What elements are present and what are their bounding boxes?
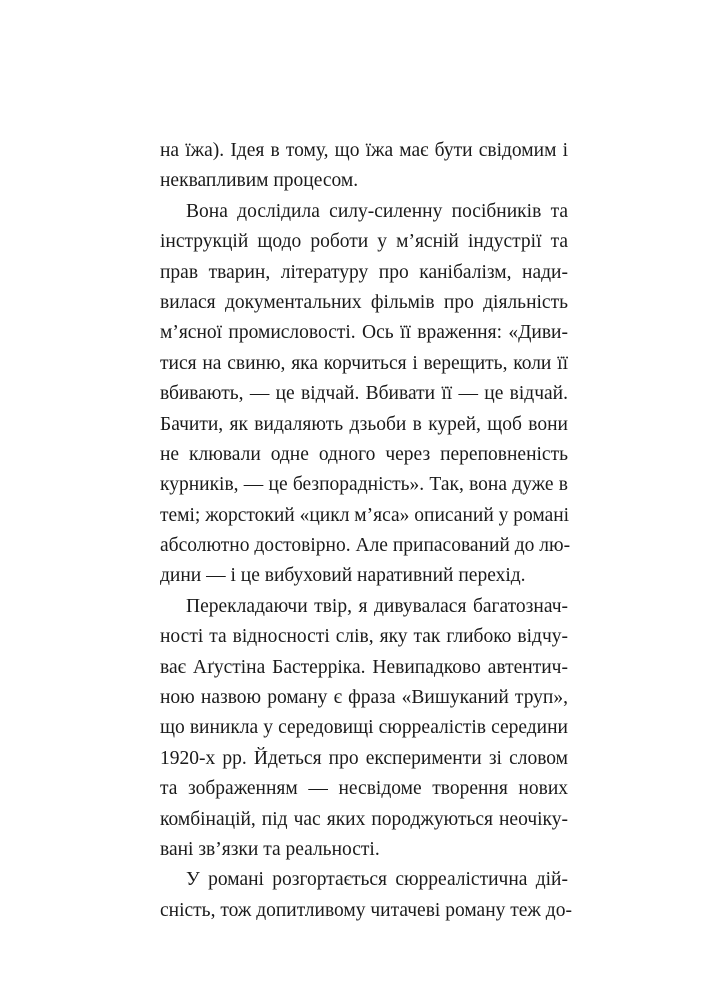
- text-line: ною назвою роману є фраза «Вишуканий труп»,: [160, 687, 568, 709]
- text-line: що виникла у середовищі сюрреалістів середини: [160, 717, 568, 739]
- text-line: прав тварин, літературу про канібалізм, нади-: [160, 261, 568, 283]
- text-line: Перекладаючи твір, я дивувалася багатознач-: [186, 595, 568, 617]
- text-line: абсолютно достовірно. Але припасований до лю-: [160, 535, 571, 557]
- text-line: та зображенням — несвідоме творення нових: [160, 778, 568, 800]
- text-line: вані зв’язки та реальності.: [160, 838, 380, 860]
- text-line: ває Аґустіна Бастерріка. Невипадково автентич-: [160, 656, 568, 678]
- text-line: комбінацій, під час яких породжуються неочіку-: [160, 808, 568, 830]
- text-line: не клювали одне одного через переповненість: [160, 443, 568, 465]
- body-text: [160, 136, 572, 926]
- text-line: на їжа). Ідея в тому, що їжа має бути свідомим і: [160, 140, 568, 161]
- text-line: вилася документальних фільмів про діяльність: [160, 291, 568, 313]
- text-line: м’ясної промисловості. Ось її враження: «Диви-: [160, 322, 568, 344]
- text-line: вбивають, — це відчай. Вбивати її — це відчай.: [160, 383, 568, 405]
- text-line: сність, тож допитливому читачеві роману теж до-: [160, 899, 572, 921]
- text-line: курників, — це безпорадність». Так, вона дуже в: [160, 474, 568, 496]
- text-line: Вона дослідила силу-силенну посібників та: [186, 200, 568, 222]
- text-line: У романі розгортається сюрреалістична дій-: [186, 869, 568, 891]
- text-line: тися на свиню, яка корчиться і верещить, коли її: [160, 352, 568, 374]
- text-line: інструкцій щодо роботи у м’ясній індустрії та: [160, 231, 568, 253]
- text-line: 1920-х рр. Йдеться про експерименти зі словом: [160, 747, 568, 769]
- text-line: неквапливим процесом.: [160, 170, 359, 192]
- text-line: темі; жорстокий «цикл м’яса» описаний у романі: [160, 504, 570, 526]
- text-line: Бачити, як видаляють дзьоби в курей, щоб вони: [160, 413, 568, 435]
- text-line: дини — і це вибуховий наративний перехід.: [160, 565, 526, 587]
- text-line: ності та відносності слів, яку так глибоко відчу-: [160, 626, 568, 648]
